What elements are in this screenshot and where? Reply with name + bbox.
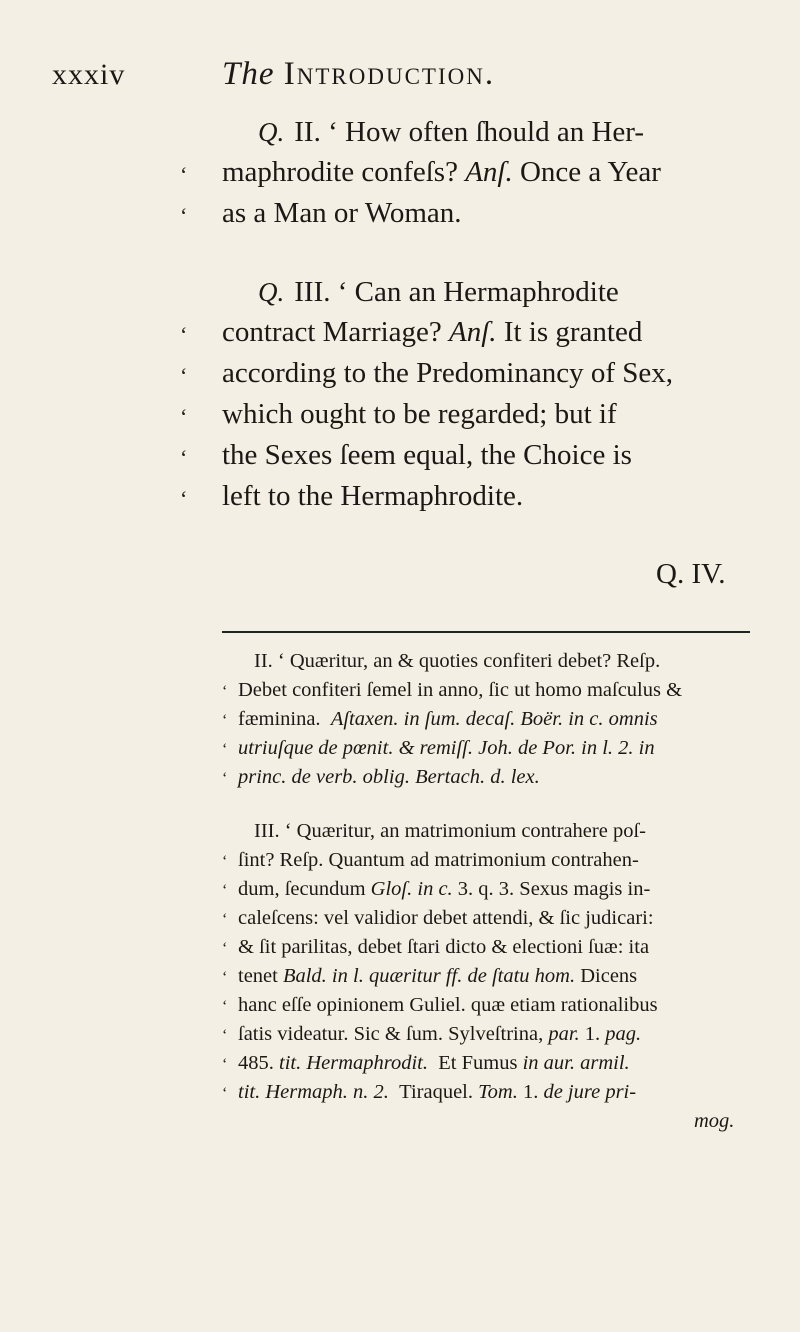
q3-line-6: left to the Hermaphrodite. bbox=[222, 480, 524, 512]
quote-mark: ‘ bbox=[222, 712, 228, 729]
quote-mark: ‘ bbox=[222, 853, 228, 870]
q2-line-2: maphrodite confeſs? Anſ. Once a Year bbox=[222, 156, 661, 188]
quote-mark: ‘ bbox=[222, 1056, 228, 1073]
note3-catchword: mog. bbox=[694, 1110, 735, 1132]
note3-line-4: caleſcens: vel validior debet attendi, & ſic judicari: bbox=[238, 907, 654, 929]
query-symbol: Q. bbox=[258, 117, 285, 147]
quote-mark: ‘ bbox=[222, 1085, 228, 1102]
note2-line-2: Debet confiteri ſemel in anno, ſic ut homo maſculus & bbox=[238, 679, 683, 701]
q2-line-3: as a Man or Woman. bbox=[222, 197, 462, 229]
q3-line-5: the Sexes ſeem equal, the Choice is bbox=[222, 439, 632, 471]
note3-line-9: 485. tit. Hermaphrodit. Et Fumus in aur. armil. bbox=[238, 1052, 630, 1074]
q3-line-2: contract Marriage? Anſ. It is granted bbox=[222, 316, 643, 348]
quote-mark: ‘ bbox=[180, 486, 188, 511]
quote-mark: ‘ bbox=[222, 882, 228, 899]
quote-mark: ‘ bbox=[180, 203, 188, 228]
quote-mark: ‘ bbox=[180, 363, 188, 388]
quote-mark: ‘ bbox=[222, 770, 228, 787]
quote-mark: ‘ bbox=[180, 322, 188, 347]
running-title-the: The bbox=[222, 56, 275, 92]
running-title-main: Introduction. bbox=[283, 56, 496, 92]
quote-mark: ‘ bbox=[180, 404, 188, 429]
note3-line-7: hanc eſſe opinionem Guliel. quæ etiam rationalibus bbox=[238, 994, 658, 1016]
q3-line-4: which ought to be regarded; but if bbox=[222, 398, 617, 430]
note3-line-10: tit. Hermaph. n. 2. Tiraquel. Tom. 1. de jure pri- bbox=[238, 1081, 637, 1103]
footnote-rule bbox=[222, 631, 750, 633]
catchword: Q. IV. bbox=[656, 558, 726, 590]
note3-line-5: & ſit parilitas, debet ſtari dicto & electioni ſuæ: ita bbox=[238, 936, 650, 958]
open-quote: ‘ bbox=[337, 276, 348, 308]
note2-line-5: princ. de verb. oblig. Bertach. d. lex. bbox=[238, 766, 540, 788]
quote-mark: ‘ bbox=[222, 741, 228, 758]
query-symbol: Q. bbox=[258, 277, 285, 307]
open-quote: ‘ bbox=[328, 116, 338, 148]
quote-mark: ‘ bbox=[222, 683, 228, 700]
quote-mark: ‘ bbox=[222, 940, 228, 957]
note3-line-8: ſatis videatur. Sic & ſum. Sylveſtrina, par. 1. pag. bbox=[238, 1023, 642, 1045]
q3-line-3: according to the Predominancy of Sex, bbox=[222, 357, 673, 389]
q2-line-1: Q. II. ‘ How often ſhould an Her- bbox=[258, 116, 645, 148]
note2-line-1: II. ‘ Quæritur, an & quoties confiteri debet? Reſp. bbox=[254, 650, 661, 672]
quote-mark: ‘ bbox=[222, 911, 228, 928]
note3-line-3: dum, ſecundum Gloſ. in c. 3. q. 3. Sexus magis in- bbox=[238, 878, 651, 900]
note2-line-4: utriuſque de pœnit. & remiſſ. Joh. de Por. in l. 2. in bbox=[238, 737, 655, 759]
quote-mark: ‘ bbox=[222, 969, 228, 986]
quote-mark: ‘ bbox=[222, 1027, 228, 1044]
quote-mark: ‘ bbox=[222, 998, 228, 1015]
page-number: xxxiv bbox=[52, 58, 126, 91]
quote-mark: ‘ bbox=[180, 162, 188, 187]
note3-line-6: tenet Bald. in l. quæritur ff. de ſtatu hom. Dicens bbox=[238, 965, 638, 987]
note3-line-1: III. ‘ Quæritur, an matrimonium contrahere poſ- bbox=[254, 820, 646, 842]
q3-line-1: Q. III. ‘ Can an Hermaphrodite bbox=[258, 276, 619, 308]
quote-mark: ‘ bbox=[180, 445, 188, 470]
note3-line-2: ſint? Reſp. Quantum ad matrimonium contrahen- bbox=[238, 849, 639, 871]
note2-line-3: fæminina. Aſtaxen. in ſum. decaſ. Boër. in c. omnis bbox=[238, 708, 658, 730]
running-title bbox=[222, 56, 495, 93]
